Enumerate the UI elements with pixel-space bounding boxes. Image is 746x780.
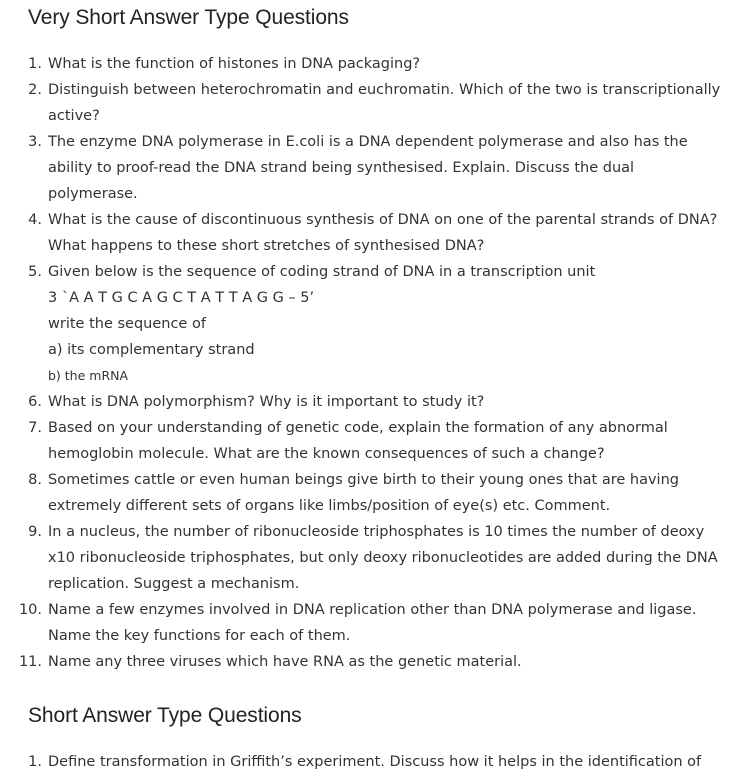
question-text: Based on your understanding of genetic code, explain the formation of any abnormal hemoglobin molecule. What are the known consequences of such a change? — [48, 420, 668, 462]
question-item: 11. Name any three viruses which have RNA as the genetic material. — [18, 654, 522, 670]
question-item: 8. Sometimes cattle or even human beings give birth to their young ones that are having extremely different sets of organs like limbs/position of eye(s) etc. Comment. — [28, 472, 679, 514]
question-text: Name any three viruses which have RNA as the genetic material. — [48, 654, 522, 670]
question-item: 3. The enzyme DNA polymerase in E.coli is a DNA dependent polymerase and also has the ability to proof-read the DNA strand being synthesised. Explain. Discuss the dual polymerase. — [28, 134, 688, 202]
question-text: Given below is the sequence of coding strand of DNA in a transcription unit — [48, 264, 596, 280]
question-instruction: write the sequence of — [48, 316, 206, 332]
question-text: Name a few enzymes involved in DNA replication other than DNA polymerase and ligase. Name the key functions for each of them. — [48, 602, 697, 644]
section-heading-short: Short Answer Type Questions — [28, 704, 302, 727]
question-item: 6. What is DNA polymorphism? Why is it important to study it? — [28, 394, 485, 410]
question-text: What is DNA polymorphism? Why is it important to study it? — [48, 394, 485, 410]
question-text: The enzyme DNA polymerase in E.coli is a DNA dependent polymerase and also has the ability to proof-read the DNA strand being synthesised. Explain. Discuss the dual polymerase. — [48, 134, 688, 202]
question-item: 9. In a nucleus, the number of ribonucleoside triphosphates is 10 times the number of deoxy x10 ribonucleoside triphosphates, but only deoxy ribonucleotides are added during the DNA replication. Suggest a mechanism. — [28, 524, 718, 592]
section-heading-very-short: Very Short Answer Type Questions — [28, 6, 349, 29]
question-item: 2. Distinguish between heterochromatin and euchromatin. Which of the two is transcriptionally active? — [28, 82, 721, 124]
question-part-b: b) the mRNA — [48, 368, 129, 383]
question-text: Distinguish between heterochromatin and euchromatin. Which of the two is transcriptionally active? — [48, 82, 721, 124]
question-text: Sometimes cattle or even human beings give birth to their young ones that are having extremely different sets of organs like limbs/position of eye(s) etc. Comment. — [48, 472, 679, 514]
question-item: 5. Given below is the sequence of coding strand of DNA in a transcription unit 3 `A A T G C A G C T A T T A G G – 5’ write the sequence of a) its complementary strand b) the mRNA — [0, 259, 746, 389]
question-text: What is the function of histones in DNA packaging? — [48, 56, 421, 72]
question-list-short — [0, 749, 746, 775]
question-part-a: a) its complementary strand — [48, 342, 255, 358]
question-item: 4. What is the cause of discontinuous synthesis of DNA on one of the parental strands of DNA? What happens to these short stretches of synthesised DNA? — [28, 212, 718, 254]
question-item: 1. What is the function of histones in DNA packaging? — [28, 56, 421, 72]
question-text: In a nucleus, the number of ribonucleoside triphosphates is 10 times the number of deoxy x10 ribonucleoside triphosphates, but only deoxy ribonucleotides are added during the DNA replication. Suggest a mechanism. — [48, 524, 718, 592]
question-item: 7. Based on your understanding of genetic code, explain the formation of any abnormal hemoglobin molecule. What are the known consequences of such a change? — [28, 420, 668, 462]
question-text: What is the cause of discontinuous synthesis of DNA on one of the parental strands of DNA? What happens to these short stretches of synthesised DNA? — [48, 212, 718, 254]
question-item: 1. Define transformation in Griffith’s experiment. Discuss how it helps in the identification of — [28, 754, 702, 770]
question-item: 10. Name a few enzymes involved in DNA replication other than DNA polymerase and ligase. Name the key functions for each of them. — [18, 602, 697, 644]
dna-sequence: 3 `A A T G C A G C T A T T A G G – 5’ — [48, 290, 315, 306]
question-text: Define transformation in Griffith’s experiment. Discuss how it helps in the identification of — [48, 754, 702, 770]
question-list-very-short — [0, 51, 746, 675]
